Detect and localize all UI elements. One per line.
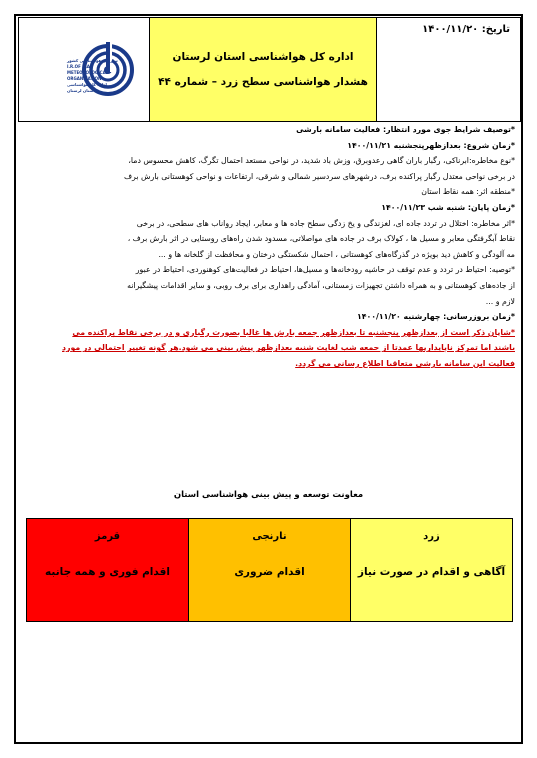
start-time: *زمان شروع: بعدازظهرپنجشنبه ۱۴۰۰/۱۱/۲۱ — [347, 140, 515, 150]
forecast-description: *توصیف شرایط جوی مورد انتظار: فعالیت سامانه بارشی — [296, 125, 515, 134]
hazard-effects: *اثر مخاطره: اختلال در تردد جاده ای، لغزندگی و یخ زدگی سطح جاده ها و معابر، ایجاد رواناب های سطحی، در برخی — [136, 218, 515, 228]
hazard-effects-cont2: مه آلودگی و کاهش دید بویژه در گذرگاه‌های کوهستانی ، احتمال شکستگی درختان و محافظت از گلخانه ها و ... — [158, 249, 515, 259]
level-red — [27, 519, 188, 621]
update-time: *زمان بروزرسانی: چهارشنبه ۱۴۰۰/۱۱/۲۰ — [357, 312, 515, 322]
recommendations: *توصیه: احتیاط در تردد و عدم توقف در حاشیه رودخانه‌ها و مسیل‌ها، احتیاط در فعالیت‌های کوهنوردی، احتیاط در عبور — [135, 265, 515, 275]
level-yellow — [350, 519, 512, 621]
level-yellow-action: آگاهی و اقدام در صورت نیاز — [357, 566, 506, 578]
warning-levels-table — [26, 518, 513, 622]
note-line-3: فعالیت این سامانه بارشی متعاقبا اطلاع رسانی می گردد. — [295, 358, 515, 368]
header-table — [18, 17, 521, 122]
level-orange — [188, 519, 350, 621]
hazard-type: *نوع مخاطره:ابرناکی، رگبار باران گاهی رعدوبرق، وزش باد شدید، در نواحی مستعد احتمال تگرگ، کاهش محسوس دما، — [128, 156, 515, 166]
recommendations-cont: از جاده‌های کوهستانی و به همراه داشتن تجهیزات زمستانی، آمادگی راهداری برای برف روبی، و سایر اقدامات پیشگیرانه — [127, 280, 515, 290]
level-orange-action: اقدام ضروری — [234, 566, 305, 578]
issue-date: تاریخ: ۱۴۰۰/۱۱/۲۰ — [422, 24, 510, 35]
hazard-type-cont: در برخی نواحی معتدل رگبار پراکنده برف، درشهرهای سردسیر شمالی و شرقی، ارتفاعات و نواحی کوهستانی بارش برف — [123, 171, 515, 181]
logo-cell — [19, 18, 150, 121]
logo-text: سازمان هواشناسی کشور I.R.OF IRAN METEOROLOGICAL ORGANIZATION اداره کل هواشناسی استان لرستان — [67, 58, 118, 93]
note-line-1: *شایان ذکر است از بعدازظهر پنجشنبه تا بعدازظهر جمعه بارش ها غالبا بصورت رگباری و در برخی نقاط پراکنده می — [72, 327, 515, 337]
org-footer: معاونت توسعه و پیش بینی هواشناسی استان — [173, 490, 364, 500]
organization-name: اداره کل هواشناسی استان لرستان — [172, 51, 354, 63]
warning-body — [22, 122, 515, 372]
level-red-name: قرمز — [94, 531, 121, 542]
level-orange-name: نارنجی — [252, 531, 287, 542]
header-title-cell — [150, 18, 377, 121]
level-yellow-name: زرد — [423, 531, 440, 542]
date-cell — [377, 18, 520, 121]
recommendations-cont2: لازم و ... — [485, 296, 515, 306]
warning-title: هشدار هواشناسی سطح زرد – شماره ۴۴ — [158, 76, 368, 88]
note-line-2: باشند اما تمرکز ناپایداریها عمدتا از جمعه شب لغایت شنبه بعدازظهر پیش بینی می شود.هر گونه تغییر احتمالی در مورد — [62, 343, 515, 353]
hazard-effects-cont: نقاط آبگرفتگی معابر و مسیل ها ، کولاک برف در جاده های مواصلاتی، مسدود شدن راه‌های روستایی در اثر بارش برف ، — [127, 234, 515, 244]
level-red-action: اقدام فوری و همه جانبه — [45, 566, 170, 578]
affected-area: *منطقه اثر: همه نقاط استان — [421, 187, 515, 197]
end-time: *زمان پایان: شنبه شب ۱۴۰۰/۱۱/۲۳ — [381, 202, 515, 212]
